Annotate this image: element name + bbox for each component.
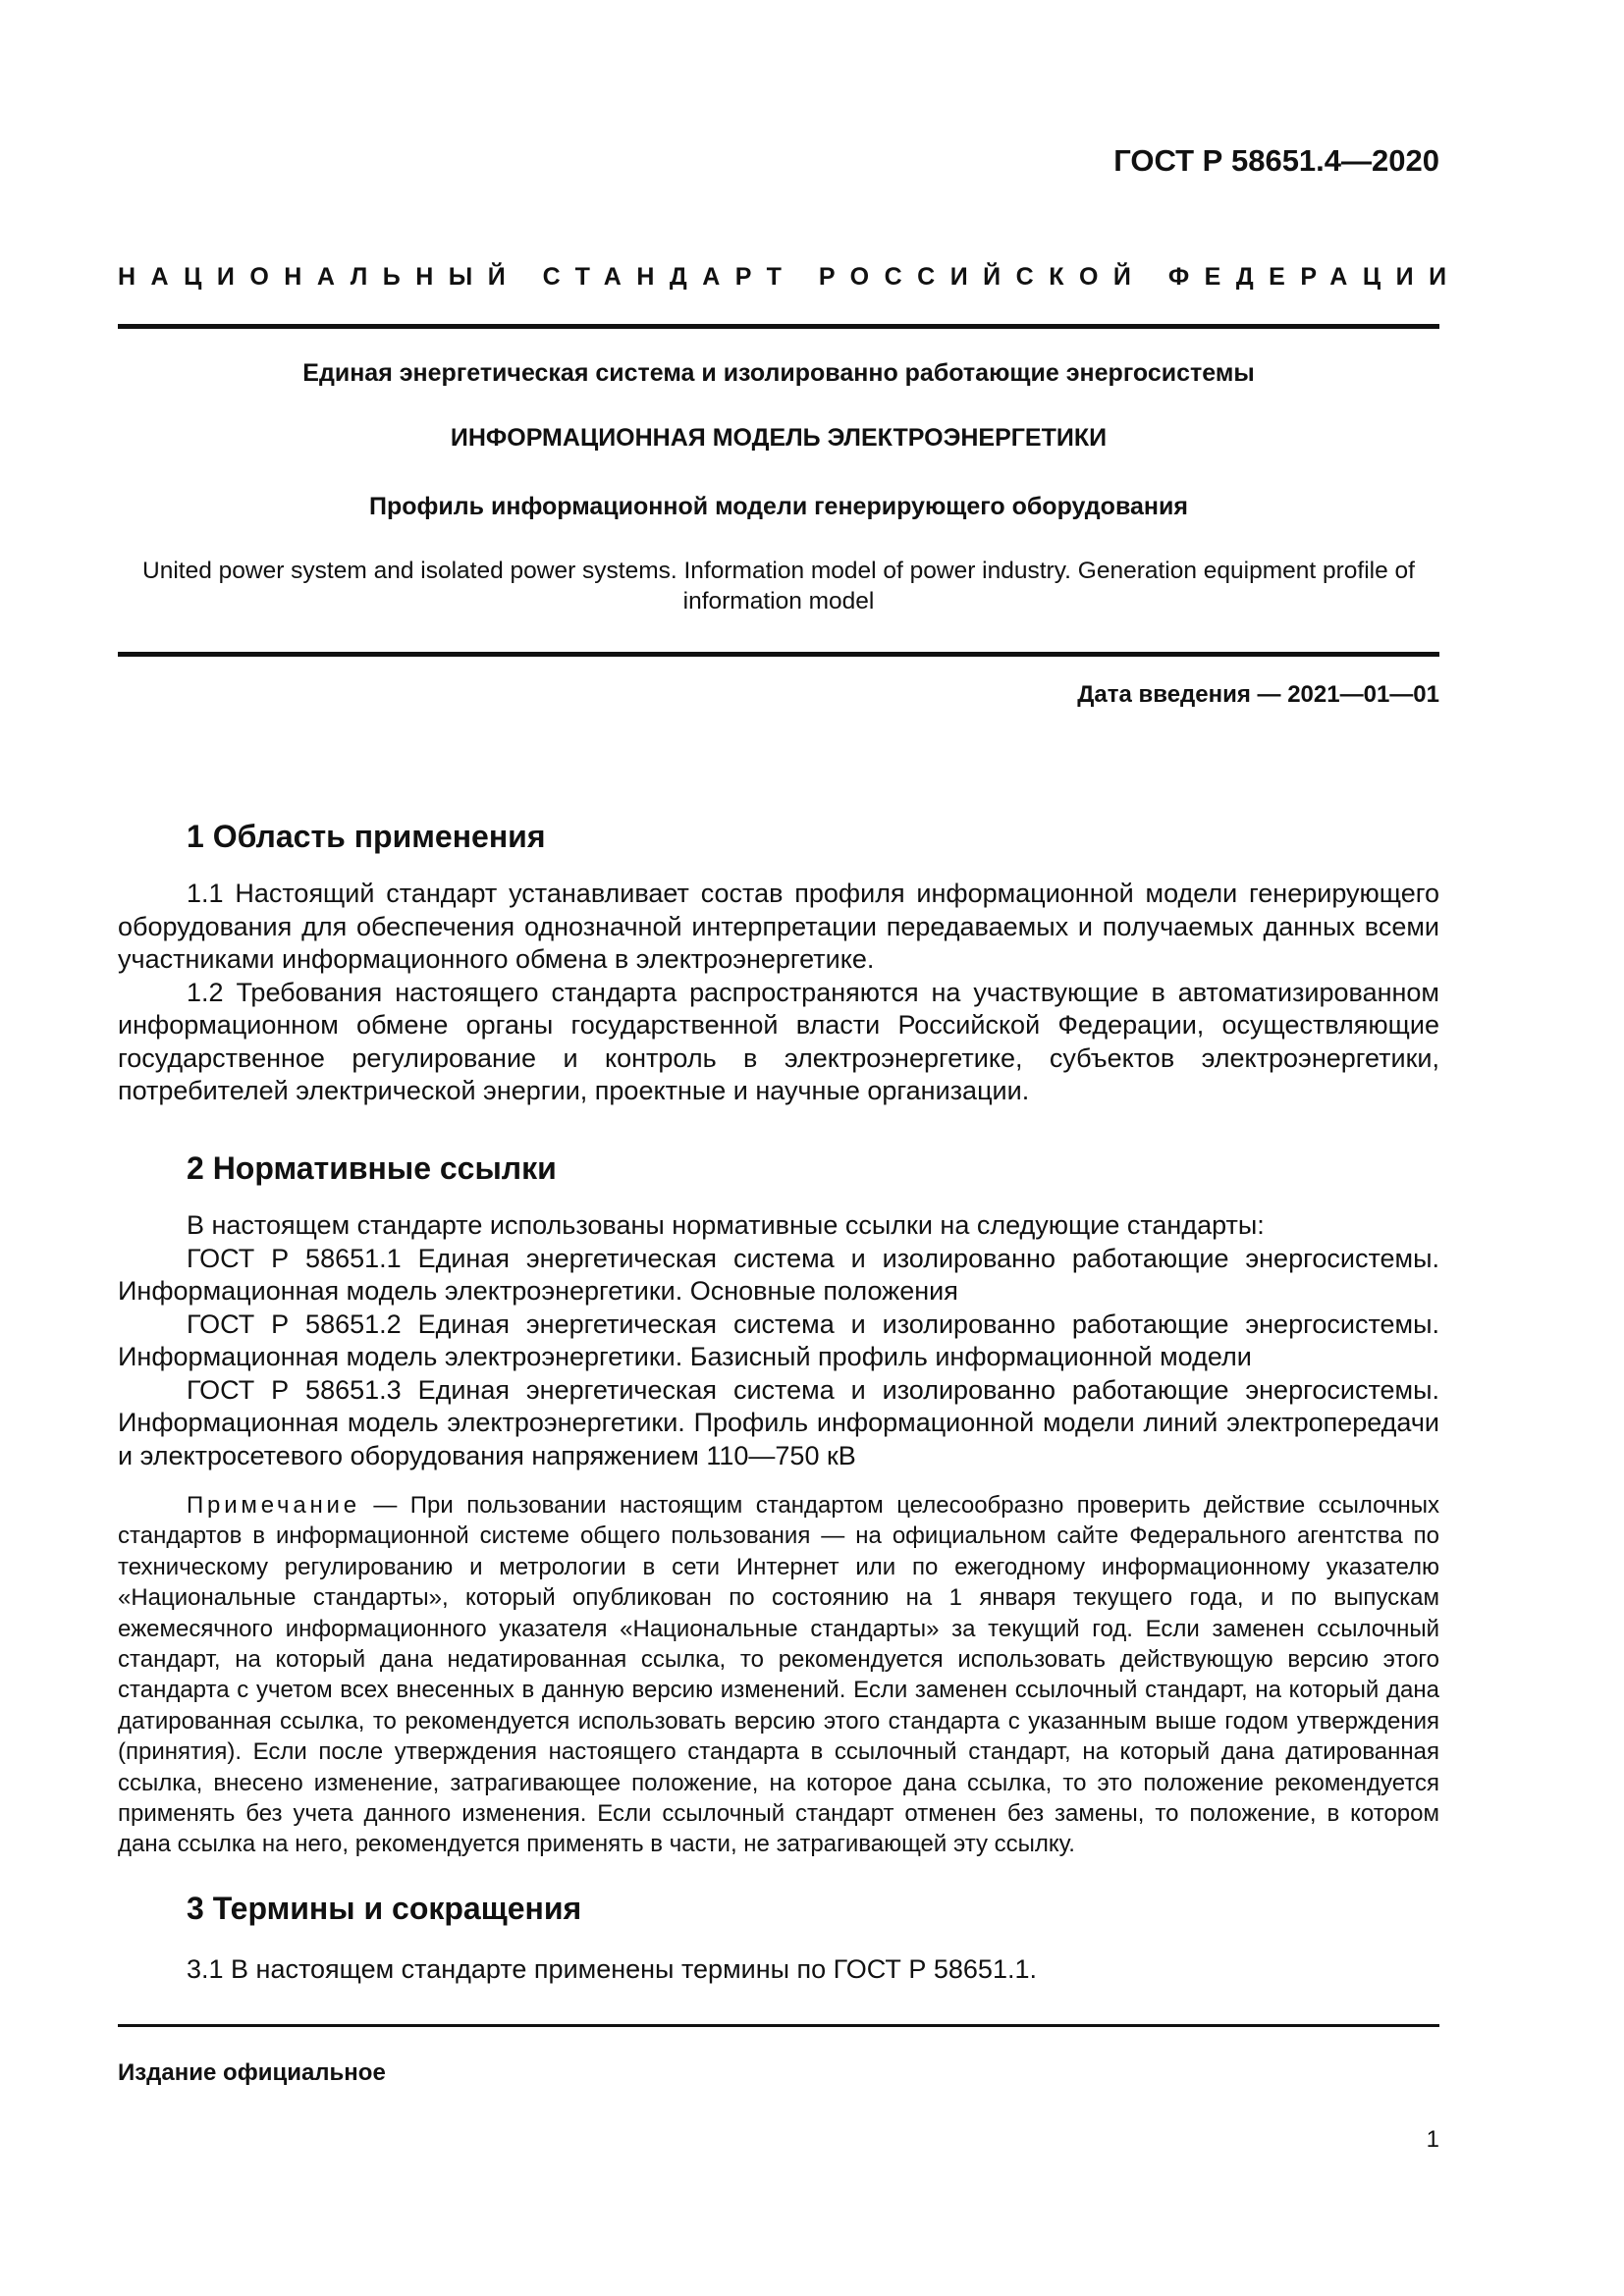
paragraph-3-1: 3.1 В настоящем стандарте применены термины по ГОСТ Р 58651.1. — [187, 1954, 1037, 1984]
introduction-date: Дата введения — 2021—01—01 — [1077, 681, 1439, 708]
note-text: — При пользовании настоящим стандартом целесообразно проверить действие ссылочных стандартов в информационной системе общего пользования — на официальном сайте Федерального агентства по техническому регулированию и метрологии в сети Интернет или по ежегодному информационному указателю «Национальные стандарты», который опубликован по состоянию на 1 января текущего года, и по выпускам ежемесячного информационного указателя «Национальные стандарты» за текущий год. Если заменен ссылочный стандарт, на который дана недатированная ссылка, то рекомендуется использовать действующую версию этого стандарта с учетом всех внесенных в данную версию изменений. Если заменен ссылочный стандарт, на который дана датированная ссылка, то рекомендуется использовать версию этого стандарта с указанным выше годом утверждения (принятия). Если после утверждения настоящего стандарта в ссылочный стандарт, на который дана датированная ссылка, внесено изменение, затрагивающее положение, на которое дана ссылка, то это положение рекомендуется применять без учета данного изменения. Если ссылочный стандарт отменен без замены, то положение, в котором дана ссылка на него, рекомендуется применять в части, не затрагивающей эту ссылку. — [118, 1492, 1439, 1858]
title-line-3: Профиль информационной модели генерирующего оборудования — [369, 493, 1188, 520]
title-bottom-rule — [118, 652, 1439, 657]
english-title — [118, 556, 1439, 616]
paragraph-1-1: 1.1 Настоящий стандарт устанавливает состав профиля информационной модели генерирующего оборудования для обеспечения однозначной интерпретации передаваемых и получаемых данных всеми участниками информационного обмена в электроэнергетике. — [118, 879, 1439, 974]
page-number: 1 — [1426, 2126, 1439, 2153]
section-1-body — [118, 878, 1439, 1108]
title-line-2: ИНФОРМАЦИОННАЯ МОДЕЛЬ ЭЛЕКТРОЭНЕРГЕТИКИ — [450, 424, 1108, 452]
paragraph-1-2: 1.2 Требования настоящего стандарта распространяются на участвующие в автоматизированном информационном обмене органы государственной власти Российской Федерации, осуществляющие государственное регулирование и контроль в электроэнергетике, субъектов электроэнергетики, потребителей электрической энергии, проектные и научные организации. — [118, 977, 1439, 1105]
references-intro: В настоящем стандарте использованы нормативные ссылки на следующие стандарты: — [187, 1210, 1265, 1240]
section-2-body — [118, 1209, 1439, 1472]
title-line-1: Единая энергетическая система и изолированно работающие энергосистемы — [302, 359, 1255, 387]
section-3-heading: 3 Термины и сокращения — [187, 1891, 582, 1926]
section-2-heading: 2 Нормативные ссылки — [187, 1150, 557, 1186]
english-title-line-1: United power system and isolated power systems. Information model of power industry. Generation equipment profile of — [142, 558, 1415, 584]
reference-1: ГОСТ Р 58651.1 Единая энергетическая система и изолированно работающие энергосистемы. Информационная модель электроэнергетики. Основные положения — [118, 1243, 1439, 1306]
section-3-body — [118, 1953, 1439, 1987]
note-block — [118, 1490, 1439, 1860]
english-title-line-2: information model — [682, 588, 875, 614]
note-label: Примечание — [187, 1492, 360, 1519]
footer-rule — [118, 2024, 1439, 2027]
reference-2: ГОСТ Р 58651.2 Единая энергетическая система и изолированно работающие энергосистемы. Информационная модель электроэнергетики. Базисный профиль информационной модели — [118, 1308, 1439, 1371]
standard-designation: ГОСТ Р 58651.4—2020 — [1113, 143, 1439, 178]
top-rule — [118, 324, 1439, 329]
national-standard-banner: НАЦИОНАЛЬНЫЙ СТАНДАРТ РОССИЙСКОЙ ФЕДЕРАЦИИ — [118, 263, 1462, 291]
official-edition-label: Издание официальное — [118, 2059, 386, 2086]
section-1-heading: 1 Область применения — [187, 819, 546, 854]
reference-3: ГОСТ Р 58651.3 Единая энергетическая система и изолированно работающие энергосистемы. Информационная модель электроэнергетики. Профиль информационной модели линий электропередачи и электросетевого оборудования напряжением 110—750 кВ — [118, 1374, 1439, 1470]
